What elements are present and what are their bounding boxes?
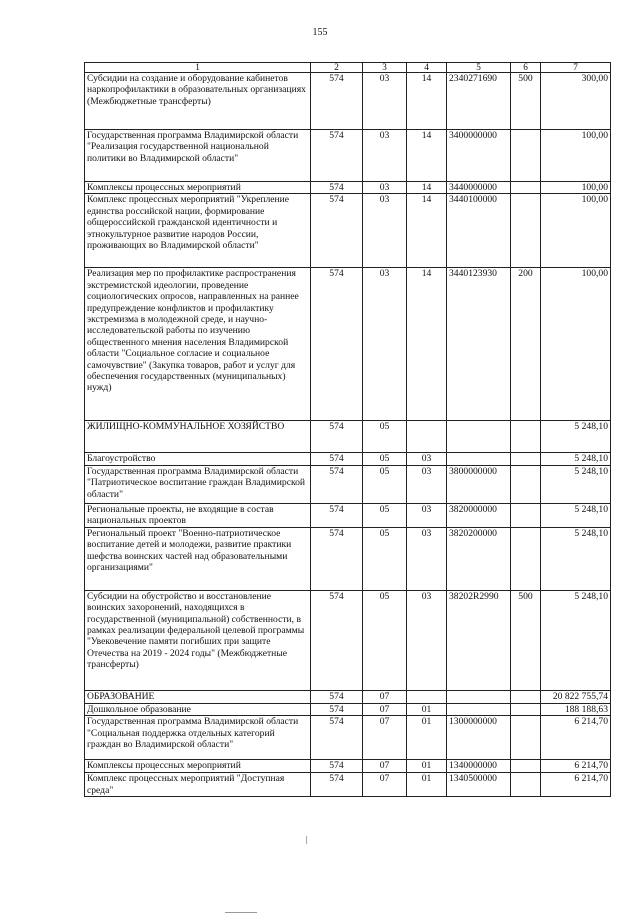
table-row <box>85 421 611 453</box>
row-amount: 100,00 <box>541 268 611 421</box>
row-section: 05 <box>363 527 407 590</box>
scan-edge-mark <box>225 912 257 913</box>
row-amount: 6 214,70 <box>541 760 611 773</box>
row-section: 03 <box>363 130 407 182</box>
row-expense-type <box>511 760 541 773</box>
budget-table <box>84 62 611 797</box>
row-expense-type <box>511 130 541 182</box>
row-subsection: 03 <box>407 527 447 590</box>
row-expense-type <box>511 773 541 797</box>
row-name: Региональный проект "Военно-патриотическое воспитание детей и молодежи, развитие практики шефства воинских частей над образовательными организациями" <box>85 527 311 590</box>
table-row <box>85 465 611 503</box>
table-row <box>85 703 611 715</box>
row-name: Государственная программа Владимирской области "Патриотическое воспитание граждан Владимирской области" <box>85 465 311 503</box>
row-ministry-code: 574 <box>311 130 363 182</box>
row-expense-type <box>511 453 541 465</box>
row-name: ЖИЛИЩНО-КОММУНАЛЬНОЕ ХОЗЯЙСТВО <box>85 421 311 453</box>
row-name: Комплексы процессных мероприятий <box>85 182 311 194</box>
row-ministry-code: 574 <box>311 465 363 503</box>
row-section: 05 <box>363 465 407 503</box>
row-ministry-code: 574 <box>311 182 363 194</box>
row-amount: 5 248,10 <box>541 527 611 590</box>
row-amount: 100,00 <box>541 182 611 194</box>
table-row <box>85 716 611 760</box>
row-subsection: 14 <box>407 73 447 130</box>
row-subsection: 01 <box>407 703 447 715</box>
row-target-article: 3440000000 <box>447 182 511 194</box>
table-row <box>85 268 611 421</box>
row-target-article: 3820200000 <box>447 527 511 590</box>
row-subsection: 14 <box>407 130 447 182</box>
row-target-article: 3440100000 <box>447 194 511 268</box>
row-amount: 6 214,70 <box>541 773 611 797</box>
row-amount: 188 188,63 <box>541 703 611 715</box>
row-target-article: 38202R2990 <box>447 590 511 690</box>
row-ministry-code: 574 <box>311 716 363 760</box>
row-expense-type <box>511 503 541 527</box>
table-row <box>85 760 611 773</box>
row-section: 03 <box>363 268 407 421</box>
row-subsection: 01 <box>407 716 447 760</box>
row-target-article: 3440123930 <box>447 268 511 421</box>
table-row <box>85 590 611 690</box>
row-target-article <box>447 421 511 453</box>
header-col-7: 7 <box>541 63 611 73</box>
row-ministry-code: 574 <box>311 268 363 421</box>
row-subsection <box>407 690 447 703</box>
row-section: 05 <box>363 590 407 690</box>
row-subsection: 03 <box>407 590 447 690</box>
page-number: 155 <box>312 27 328 38</box>
table-row <box>85 73 611 130</box>
header-col-1: 1 <box>85 63 311 73</box>
row-target-article: 1340000000 <box>447 760 511 773</box>
row-expense-type <box>511 716 541 760</box>
row-name: Реализация мер по профилактике распространения экстремистской идеологии, проведение социологических опросов, направленных на раннее предупреждение конфликтов и профилактику экстремизма в молодежной среде, и научно-исследовательской работы по изучению общественного мнения населения Владимирской области "Социальное согласие и социальное самочувствие" (Закупка товаров, работ и услуг для обеспечения государственных (муниципальных) нужд) <box>85 268 311 421</box>
table-row <box>85 194 611 268</box>
row-subsection: 03 <box>407 503 447 527</box>
row-target-article: 3820000000 <box>447 503 511 527</box>
row-subsection: 03 <box>407 465 447 503</box>
row-section: 07 <box>363 773 407 797</box>
row-section: 05 <box>363 453 407 465</box>
row-name: Государственная программа Владимирской области "Социальная поддержка отдельных категорий граждан во Владимирской области" <box>85 716 311 760</box>
row-target-article: 1340500000 <box>447 773 511 797</box>
row-ministry-code: 574 <box>311 503 363 527</box>
row-section: 05 <box>363 421 407 453</box>
header-col-4: 4 <box>407 63 447 73</box>
row-expense-type <box>511 465 541 503</box>
row-name: Субсидии на обустройство и восстановление воинских захоронений, находящихся в государственной (муниципальной) собственности, в рамках реализации федеральной целевой программы "Увековечение памяти погибших при защите Отечества на 2019 - 2024 годы" (Межбюджетные трансферты) <box>85 590 311 690</box>
row-ministry-code: 574 <box>311 690 363 703</box>
table-row <box>85 690 611 703</box>
row-name: ОБРАЗОВАНИЕ <box>85 690 311 703</box>
row-name: Субсидии на создание и оборудование кабинетов наркопрофилактики в образовательных организациях (Межбюджетные трансферты) <box>85 73 311 130</box>
row-section: 07 <box>363 716 407 760</box>
row-amount: 300,00 <box>541 73 611 130</box>
row-ministry-code: 574 <box>311 703 363 715</box>
row-section: 07 <box>363 760 407 773</box>
table-row <box>85 130 611 182</box>
row-amount: 5 248,10 <box>541 590 611 690</box>
row-amount: 5 248,10 <box>541 453 611 465</box>
row-name: Региональные проекты, не входящие в состав национальных проектов <box>85 503 311 527</box>
table-row <box>85 503 611 527</box>
row-ministry-code: 574 <box>311 421 363 453</box>
row-expense-type <box>511 182 541 194</box>
row-expense-type <box>511 690 541 703</box>
row-subsection: 14 <box>407 182 447 194</box>
row-name: Комплекс процессных мероприятий "Доступная среда" <box>85 773 311 797</box>
row-ministry-code: 574 <box>311 527 363 590</box>
row-name: Государственная программа Владимирской области "Реализация государственной национальной политики во Владимирской области" <box>85 130 311 182</box>
row-ministry-code: 574 <box>311 73 363 130</box>
row-section: 03 <box>363 73 407 130</box>
row-expense-type <box>511 527 541 590</box>
row-target-article: 2340271690 <box>447 73 511 130</box>
row-expense-type <box>511 194 541 268</box>
row-subsection <box>407 421 447 453</box>
row-expense-type: 200 <box>511 268 541 421</box>
row-ministry-code: 574 <box>311 453 363 465</box>
row-expense-type <box>511 703 541 715</box>
row-ministry-code: 574 <box>311 760 363 773</box>
row-name: Благоустройство <box>85 453 311 465</box>
row-target-article <box>447 703 511 715</box>
row-target-article <box>447 690 511 703</box>
row-subsection: 14 <box>407 268 447 421</box>
row-section: 07 <box>363 703 407 715</box>
row-section: 03 <box>363 182 407 194</box>
row-expense-type: 500 <box>511 73 541 130</box>
row-subsection: 01 <box>407 773 447 797</box>
row-name: Комплекс процессных мероприятий "Укрепление единства российской нации, формирование общероссийской гражданской идентичности и этнокультурное развитие народов России, проживающих во Владимирской области" <box>85 194 311 268</box>
row-subsection: 01 <box>407 760 447 773</box>
row-name: Комплексы процессных мероприятий <box>85 760 311 773</box>
row-ministry-code: 574 <box>311 590 363 690</box>
header-row <box>85 63 611 73</box>
row-expense-type: 500 <box>511 590 541 690</box>
scan-speck <box>306 836 307 844</box>
table-row <box>85 453 611 465</box>
row-section: 07 <box>363 690 407 703</box>
header-col-6: 6 <box>511 63 541 73</box>
row-amount: 100,00 <box>541 194 611 268</box>
table-row <box>85 773 611 797</box>
row-amount: 5 248,10 <box>541 465 611 503</box>
header-col-3: 3 <box>363 63 407 73</box>
row-amount: 5 248,10 <box>541 503 611 527</box>
row-ministry-code: 574 <box>311 773 363 797</box>
row-ministry-code: 574 <box>311 194 363 268</box>
header-col-2: 2 <box>311 63 363 73</box>
row-expense-type <box>511 421 541 453</box>
table-row <box>85 182 611 194</box>
row-name: Дошкольное образование <box>85 703 311 715</box>
row-subsection: 03 <box>407 453 447 465</box>
row-amount: 6 214,70 <box>541 716 611 760</box>
row-amount: 20 822 755,74 <box>541 690 611 703</box>
header-col-5: 5 <box>447 63 511 73</box>
row-target-article: 3800000000 <box>447 465 511 503</box>
row-subsection: 14 <box>407 194 447 268</box>
row-amount: 5 248,10 <box>541 421 611 453</box>
row-target-article <box>447 453 511 465</box>
row-section: 05 <box>363 503 407 527</box>
row-target-article: 1300000000 <box>447 716 511 760</box>
table-row <box>85 527 611 590</box>
row-target-article: 3400000000 <box>447 130 511 182</box>
row-amount: 100,00 <box>541 130 611 182</box>
row-section: 03 <box>363 194 407 268</box>
